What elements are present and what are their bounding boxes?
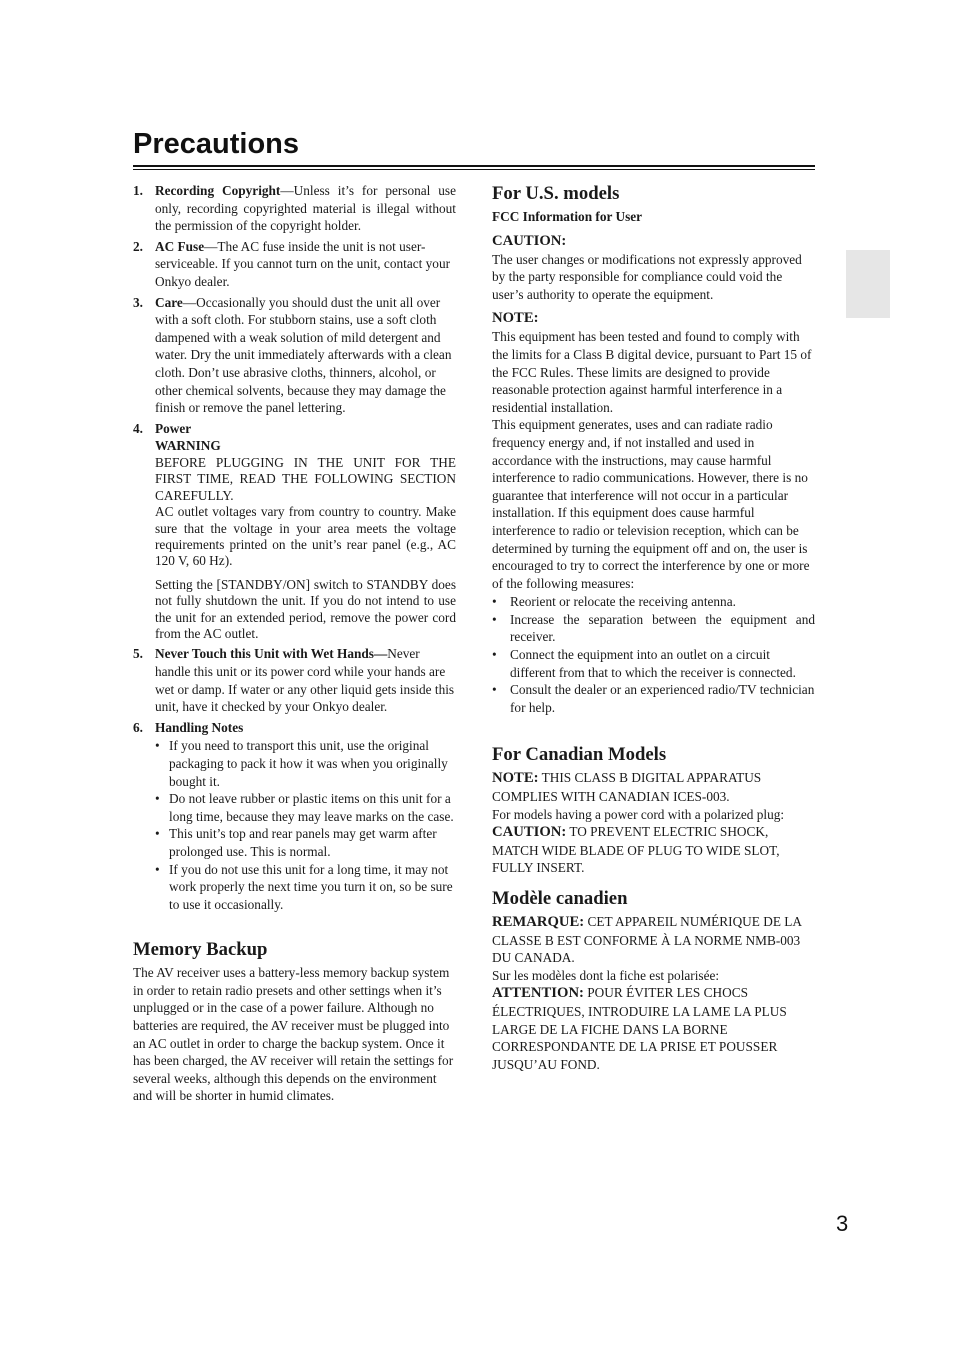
page-title: Precautions	[133, 128, 299, 160]
item-text: —Unless it’s for personal use only, recording copyrighted material is illegal without the permission of the copyright holder.	[155, 183, 456, 234]
side-tab-marker	[846, 250, 890, 318]
note-text: THIS CLASS B DIGITAL APPARATUS COMPLIES WITH CANADIAN ICES-003.	[492, 770, 762, 805]
precaution-item-handling-notes	[133, 719, 456, 914]
item-number: 2.	[133, 238, 143, 254]
measure-text: Consult the dealer or an experienced radio/TV technician for help.	[510, 682, 815, 715]
us-models-heading: For U.S. models	[492, 183, 620, 204]
bullet-icon: •	[492, 594, 497, 610]
item-title: Care	[155, 294, 183, 310]
bullet-icon: •	[155, 738, 160, 754]
item-title: AC Fuse	[155, 238, 205, 254]
precautions-list	[133, 182, 456, 913]
note-label: NOTE:	[492, 310, 539, 327]
item-text: Never handle this unit or its power cord while your hands are wet or damp. If water or any other liquid gets inside this unit, have it checked by your Onkyo dealer.	[155, 646, 455, 715]
measure-text: Increase the separation between the equipment and receiver.	[510, 611, 815, 645]
note-label: NOTE:	[492, 770, 539, 787]
caution-label: CAUTION:	[492, 232, 567, 249]
remarque-label: REMARQUE:	[492, 914, 585, 930]
modele-canadien-heading: Modèle canadien	[492, 888, 628, 909]
left-column	[133, 182, 456, 1105]
bullet-text: Do not leave rubber or plastic items on this unit for a long time, because they may leave marks on the case.	[169, 791, 454, 824]
list-item	[155, 737, 456, 790]
bullet-text: This unit’s top and rear panels may get warm after prolonged use. This is normal.	[169, 826, 437, 859]
precaution-item-power	[133, 420, 456, 643]
bullet-icon: •	[155, 791, 160, 807]
list-item	[155, 861, 456, 914]
caution-text: TO PREVENT ELECTRIC SHOCK, MATCH WIDE BLADE OF PLUG TO WIDE SLOT, FULLY INSERT.	[492, 824, 780, 876]
measure-text: Connect the equipment into an outlet on a circuit different from that to which the receiver is connected.	[510, 647, 796, 680]
precaution-item-wet-hands	[133, 645, 456, 715]
caution-label: CAUTION:	[492, 824, 567, 841]
memory-backup-text: The AV receiver uses a battery-less memory backup system in order to retain radio presets and other settings when it’s unplugged or in the case of a power failure. Although no batteries are required, the AV receiver must be plugged into an AC outlet in order to charge the backup system. Once it has been charged, the AV receiver will retain the settings for several weeks, although this depends on the environment and will be shorter in humid climates.	[133, 965, 454, 1104]
handling-notes-list	[155, 737, 456, 913]
fiche-polarisee-text: Sur les modèles dont la fiche est polarisée:	[492, 967, 720, 983]
item-number: 6.	[133, 719, 143, 735]
list-item	[492, 611, 815, 646]
warning-text: BEFORE PLUGGING IN THE UNIT FOR THE FIRST TIME, READ THE FOLLOWING SECTION CAREFULLY.	[155, 454, 456, 503]
list-item	[492, 646, 815, 681]
bullet-text: If you need to transport this unit, use the original packaging to pack it how it was when you originally bought it.	[169, 738, 448, 789]
bullet-icon: •	[492, 682, 497, 698]
polarized-plug-text: For models having a power cord with a polarized plug:	[492, 806, 785, 822]
precaution-item-recording-copyright	[133, 182, 456, 235]
canadian-note	[492, 769, 815, 805]
bullet-icon: •	[492, 647, 497, 663]
canadian-models-heading: For Canadian Models	[492, 744, 667, 766]
bullet-icon: •	[155, 861, 160, 877]
warning-label: WARNING	[155, 438, 221, 454]
attention	[492, 984, 815, 1073]
item-text: —The AC fuse inside the unit is not user-serviceable. If you cannot turn on the unit, contact your Onkyo dealer.	[155, 238, 451, 289]
bullet-icon: •	[492, 611, 497, 627]
attention-text: POUR ÉVITER LES CHOCS ÉLECTRIQUES, INTRODUIRE LA LAME LA PLUS LARGE DE LA FICHE DANS LA BORNE CORRESPONDANTE DE LA PRISE ET POUSSER JUSQU’AU FOND.	[492, 985, 787, 1072]
precaution-item-ac-fuse	[133, 238, 456, 291]
fcc-subheading: FCC Information for User	[492, 209, 643, 224]
remarque-text: CET APPAREIL NUMÉRIQUE DE LA CLASSE B EST CONFORME À LA NORME NMB-003 DU CANADA.	[492, 914, 802, 966]
standby-text: Setting the [STANDBY/ON] switch to STANDBY does not fully shutdown the unit. If you do not intend to use the unit for an extended period, remove the power cord from the AC outlet.	[155, 576, 456, 641]
item-number: 3.	[133, 294, 143, 310]
memory-backup-heading: Memory Backup	[133, 939, 268, 961]
list-item	[155, 790, 456, 825]
title-rule	[133, 165, 815, 170]
canadian-caution	[492, 823, 815, 877]
voltage-text: AC outlet voltages vary from country to country. Make sure that the voltage in your area meets the voltage requirements printed on the unit’s rear panel (e.g., AC 120 V, 60 Hz).	[155, 504, 456, 569]
attention-label: ATTENTION:	[492, 985, 584, 1002]
item-number: 4.	[133, 420, 143, 436]
precaution-item-care	[133, 294, 456, 417]
measure-text: Reorient or relocate the receiving antenna.	[510, 594, 736, 610]
item-number: 1.	[133, 183, 143, 198]
remarque	[492, 913, 815, 967]
note-text-2: This equipment generates, uses and can radiate radio frequency energy and, if not installed and used in accordance with the instructions, may cause harmful interference to radio communications. However, there is no guarantee that interference will not occur in a particular installation. If this equipment does cause harmful interference to radio or television reception, which can be determined by turning the equipment off and on, the user is encouraged to try to correct the interference by one or more of the following measures:	[492, 417, 810, 591]
list-item	[492, 593, 815, 611]
right-column	[492, 182, 815, 1073]
item-title: Handling Notes	[155, 719, 244, 735]
item-number: 5.	[133, 646, 143, 662]
list-item	[492, 681, 815, 716]
list-item	[155, 825, 456, 860]
item-title: Power	[155, 420, 192, 436]
page-number: 3	[836, 1211, 849, 1236]
interference-measures-list	[492, 593, 815, 716]
item-text: —Occasionally you should dust the unit all over with a soft cloth. For stubborn stains, use a soft cloth dampened with a weak solution of mild detergent and water. Dry the unit immediately afterwards with a clean cloth. Don’t use abrasive cloths, thinners, alcohol, or other chemical solvents, because they may damage the finish or remove the panel lettering.	[155, 294, 452, 416]
bullet-text: If you do not use this unit for a long time, it may not work properly the next time you turn it on, so be sure to use it occasionally.	[169, 861, 453, 912]
caution-text: The user changes or modifications not expressly approved by the party responsible for compliance could void the user’s authority to operate the equipment.	[492, 251, 802, 302]
item-title: Recording Copyright	[155, 183, 281, 198]
bullet-icon: •	[155, 826, 160, 842]
item-title: Never Touch this Unit with Wet Hands—	[155, 646, 388, 662]
note-text-1: This equipment has been tested and found to comply with the limits for a Class B digital device, pursuant to Part 15 of the FCC Rules. These limits are designed to provide reasonable protection against harmful interference in a residential installation.	[492, 329, 812, 415]
